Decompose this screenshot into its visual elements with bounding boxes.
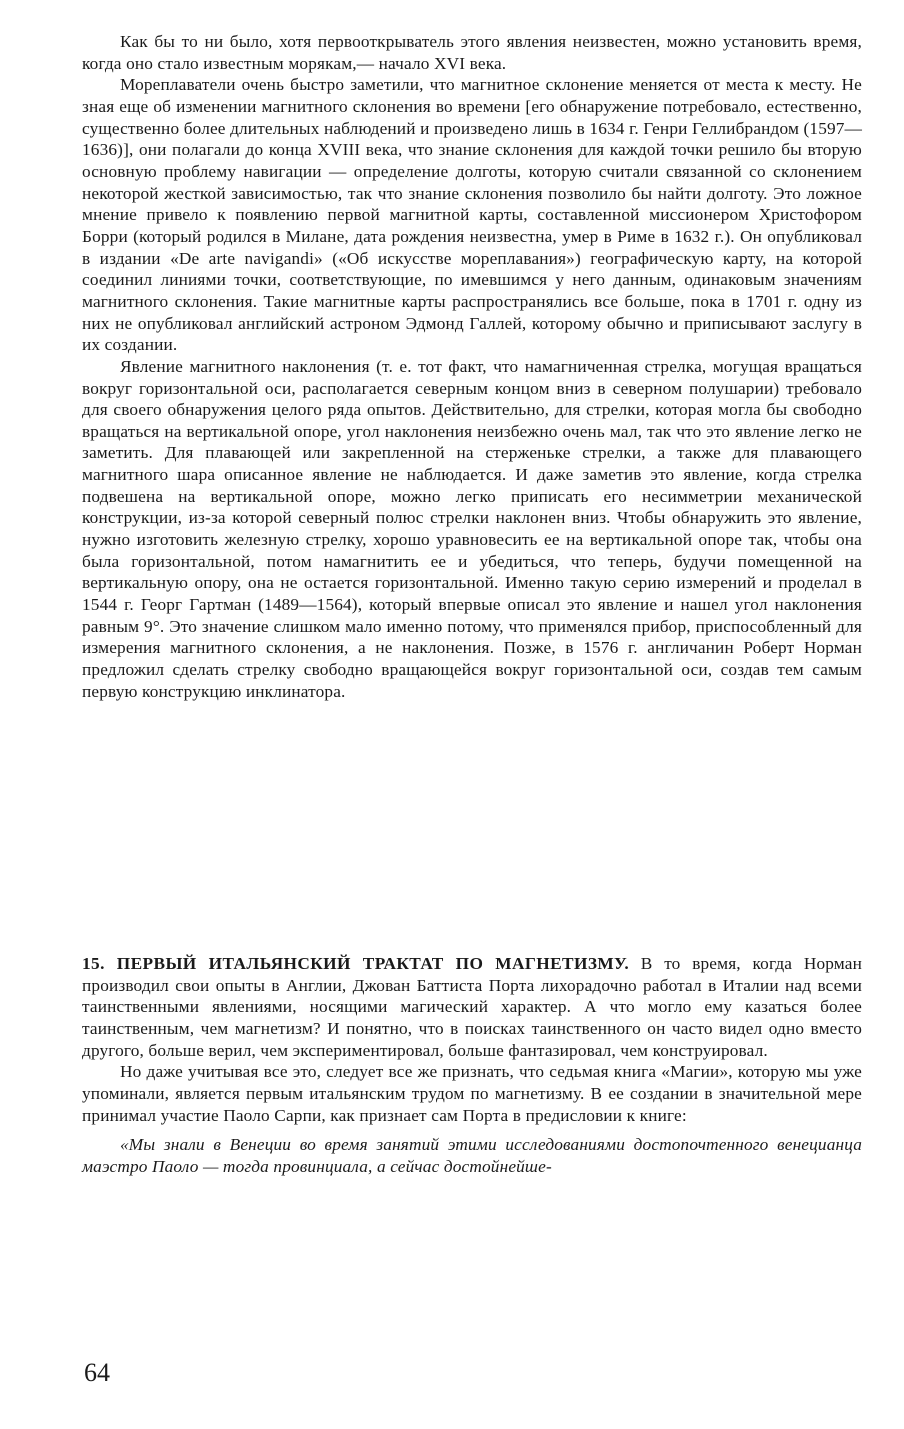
- paragraph-4: [82, 953, 862, 1061]
- paragraph-5: Но даже учитывая все это, следует все же признать, что седьмая книга «Магии», которую мы уже упоминали, является первым итальянским трудом по магнетизму. В ее создании в значительной мере принимал участие Паоло Сарпи, как признает сам Порта в предисловии к книге:: [82, 1062, 862, 1125]
- paragraph-3: Явление магнитного наклонения (т. е. тот факт, что намагниченная стрелка, могущая вращаться вокруг горизонтальной оси, располагается северным концом вниз в северном полушарии) требовало для своего обнаружения целого ряда опытов. Действительно, для стрелки, которая могла бы свободно вращаться на вертикальной опоре, угол наклонения неизбежно очень мал, так что это явление легко не заметить. Для плавающей или закрепленной на стерженьке стрелки, а также для плавающего магнитного шара описанное явление не наблюдается. И даже заметив это явление, когда стрелка подвешена на вертикальной опоре, можно легко приписать его несимметрии механической конструкции, из-за которой северный полюс стрелки наклонен вниз. Чтобы обнаружить это явление, нужно изготовить железную стрелку, хорошо уравновесить ее на вертикальной опоре так, чтобы она была горизонтальной, потом намагнитить ее и убедиться, что теперь, будучи помещенной на вертикальную опору, она не остается горизонтальной. Именно такую серию измерений и проделал в 1544 г. Георг Гартман (1489—1564), который впервые описал это явление и нашел угол наклонения равным 9°. Это значение слишком мало именно потому, что применялся прибор, приспособленный для измерения магнитного склонения, а не наклонения. Позже, в 1576 г. англичанин Роберт Норман предложил сделать стрелку свободно вращающейся вокруг горизонтальной оси, создав тем самым первую конструкцию инклинатора.: [82, 356, 862, 701]
- page-number: 64: [84, 1358, 110, 1387]
- section-heading: 15. ПЕРВЫЙ ИТАЛЬЯНСКИЙ ТРАКТАТ ПО МАГНЕТИЗМУ.: [82, 954, 630, 973]
- paragraph-1: Как бы то ни было, хотя первооткрыватель этого явления неизвестен, можно установить время, когда оно стало известным морякам,— начало XVI века.: [82, 32, 862, 73]
- paragraph-2: Мореплаватели очень быстро заметили, что магнитное склонение меняется от места к месту. Не зная еще об изменении магнитного склонения во времени [его обнаружение потребовало, естественно, существенно более длительных наблюдений и произведено лишь в 1634 г. Генри Геллибрандом (1597—1636)], они полагали до конца XVIII века, что знание склонения для каждой точки решило бы вторую основную проблему навигации — определение долготы, которую считали связанной со склонением некоторой жесткой зависимостью, так что знание склонения позволило бы найти долготу. Это ложное мнение привело к появлению первой магнитной карты, составленной миссионером Христофором Борри (который родился в Милане, дата рождения неизвестна, умер в Риме в 1632 г.). Он опубликовал в издании «De arte navigandi» («Об искусстве мореплавания») географическую карту, на которой соединил линиями точки, соответствующие, по имевшимся у него данным, одинаковым значениям магнитного склонения. Такие магнитные карты распространялись все больше, пока в 1701 г. одну из них не опубликовал английский астроном Эдмонд Галлей, которому обычно и приписывают заслугу в их создании.: [82, 75, 862, 355]
- quote-paragraph: «Мы знали в Венеции во время занятий этими исследованиями достопочтенного венецианца маэстро Паоло — тогда провинциала, а сейчас достойнейше-: [82, 1135, 862, 1176]
- text-block-section-15: [82, 953, 862, 1178]
- text-block-top: [82, 31, 862, 702]
- paragraph-4-body: В то время, когда Норман производил свои опыты в Англии, Джован Баттиста Порта лихорадочно работал в Италии над всеми таинственными явлениями, носящими магический характер. А что могло ему казаться более таинственным, чем магнетизм? И понятно, что в поисках таинственного он часто видел одно вместо другого, больше верил, чем экспериментировал, больше фантазировал, чем конструировал.: [82, 954, 862, 1060]
